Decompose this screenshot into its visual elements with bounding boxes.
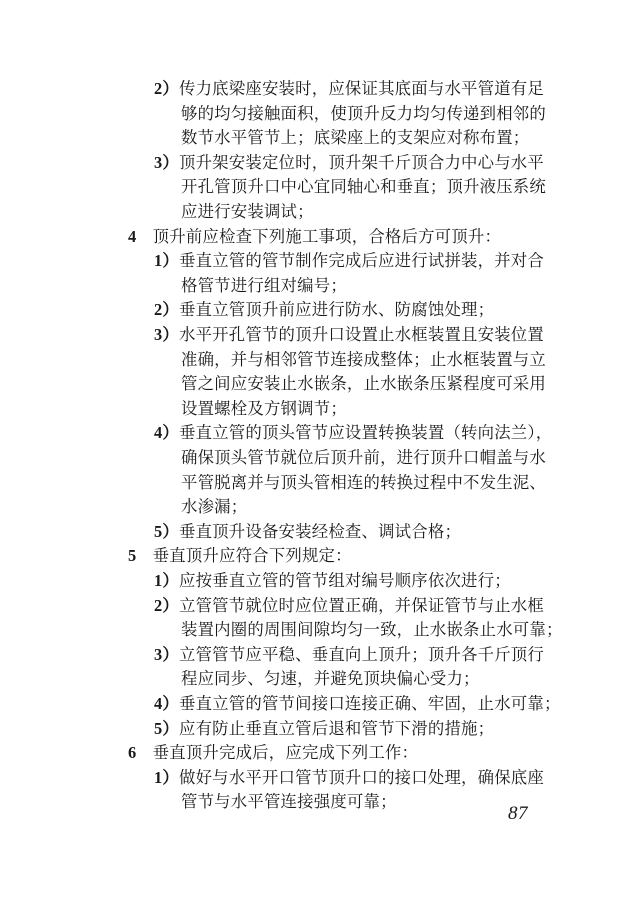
list-item [154,250,544,272]
item-text-line: 应进行安装调试； [181,202,314,221]
item-number: 1） [154,571,179,590]
item-number: 4） [154,423,179,443]
clause-number: 4 [128,226,137,246]
list-item [154,521,461,543]
item-text-line: 开孔管顶升口中心宜同轴心和垂直；顶升液压系统 [181,177,546,197]
page-number: 87 [508,803,528,824]
item-number: 4） [154,694,179,713]
item-text: 垂直立管的管节间接口连接正确、牢固，止水可靠； [179,694,561,713]
item-text-line: 准确，并与相邻管节连接成整体；止水框装置与立 [181,349,546,369]
item-text-line: 格管节进行组对编号； [181,275,347,295]
clause-heading [128,545,352,567]
item-text: 立管管节应平稳、垂直向上顶升；顶升各千斤顶行 [179,644,544,664]
item-number: 2） [154,300,179,320]
item-text: 应按垂直立管的管节组对编号顺序依次进行； [179,571,511,590]
item-text: 垂直立管顶升前应进行防水、防腐蚀处理； [179,300,495,320]
list-item [154,324,544,346]
list-item [154,299,494,321]
item-text-line: 管节与水平管连接强度可靠； [181,792,397,812]
item-number: 2） [154,79,179,98]
list-item [154,767,544,789]
item-text-line: 数节水平管节上；底梁座上的支架应对称布置； [181,128,530,148]
item-number: 3） [154,325,179,344]
item-text: 垂直立管的顶头管节应设置转换装置（转向法兰）， [179,423,553,443]
list-item [154,595,544,617]
list-item [154,644,544,666]
clause-heading [128,226,501,248]
clause-text: 垂直顶升完成后，应完成下列工作： [152,743,419,763]
item-text-line: 水渗漏； [181,497,248,517]
item-number: 1） [154,251,179,271]
list-item [154,693,561,715]
item-text-line: 够的均匀接触面积，使顶升反力均匀传递到相邻的 [181,103,546,123]
item-text-line: 管之间应安装止水嵌条，止水嵌条压紧程度可采用 [181,374,546,394]
item-text: 垂直顶升设备安装经检查、调试合格； [179,521,462,541]
clause-number: 5 [128,546,137,566]
item-text: 顶升架安装定位时，顶升架千斤顶合力中心与水平 [179,152,544,172]
clause-heading [128,742,418,764]
clause-text: 垂直顶升应符合下列规定： [152,546,352,566]
clause-text: 顶升前应检查下列施工事项，合格后方可顶升： [152,226,502,246]
list-item [154,718,494,740]
item-number: 2） [154,595,179,615]
clause-number: 6 [128,743,137,763]
list-item [154,78,544,100]
list-item [154,422,552,444]
item-text-line: 装置内圈的周围间隙均匀一致，止水嵌条止水可靠； [181,620,563,640]
item-text: 立管管节就位时应位置正确，并保证管节与止水框 [179,595,544,615]
item-number: 3） [154,152,179,172]
list-item [154,152,544,174]
item-text: 传力底梁座安装时，应保证其底面与水平管道有足 [179,79,544,98]
item-text-line: 设置螺栓及方钢调节； [181,398,347,418]
item-text-line: 平管脱离并与顶头管相连的转换过程中不发生泥、 [181,472,546,492]
item-number: 5） [154,521,179,541]
item-text: 应有防止垂直立管后退和管节下滑的措施； [179,718,495,738]
item-text-line: 程应同步、匀速，并避免顶块偏心受力； [181,669,480,689]
item-number: 3） [154,644,179,664]
item-text-line: 确保顶头管节就位后顶升前，进行顶升口帽盖与水 [181,448,546,467]
item-number: 1） [154,767,179,787]
item-text: 垂直立管的管节制作完成后应进行试拼装，并对合 [179,251,544,271]
list-item [154,570,511,592]
item-text: 做好与水平开口管节顶升口的接口处理，确保底座 [179,767,544,787]
item-text: 水平开孔管节的顶升口设置止水框装置且安装位置 [179,325,544,344]
item-number: 5） [154,718,179,738]
